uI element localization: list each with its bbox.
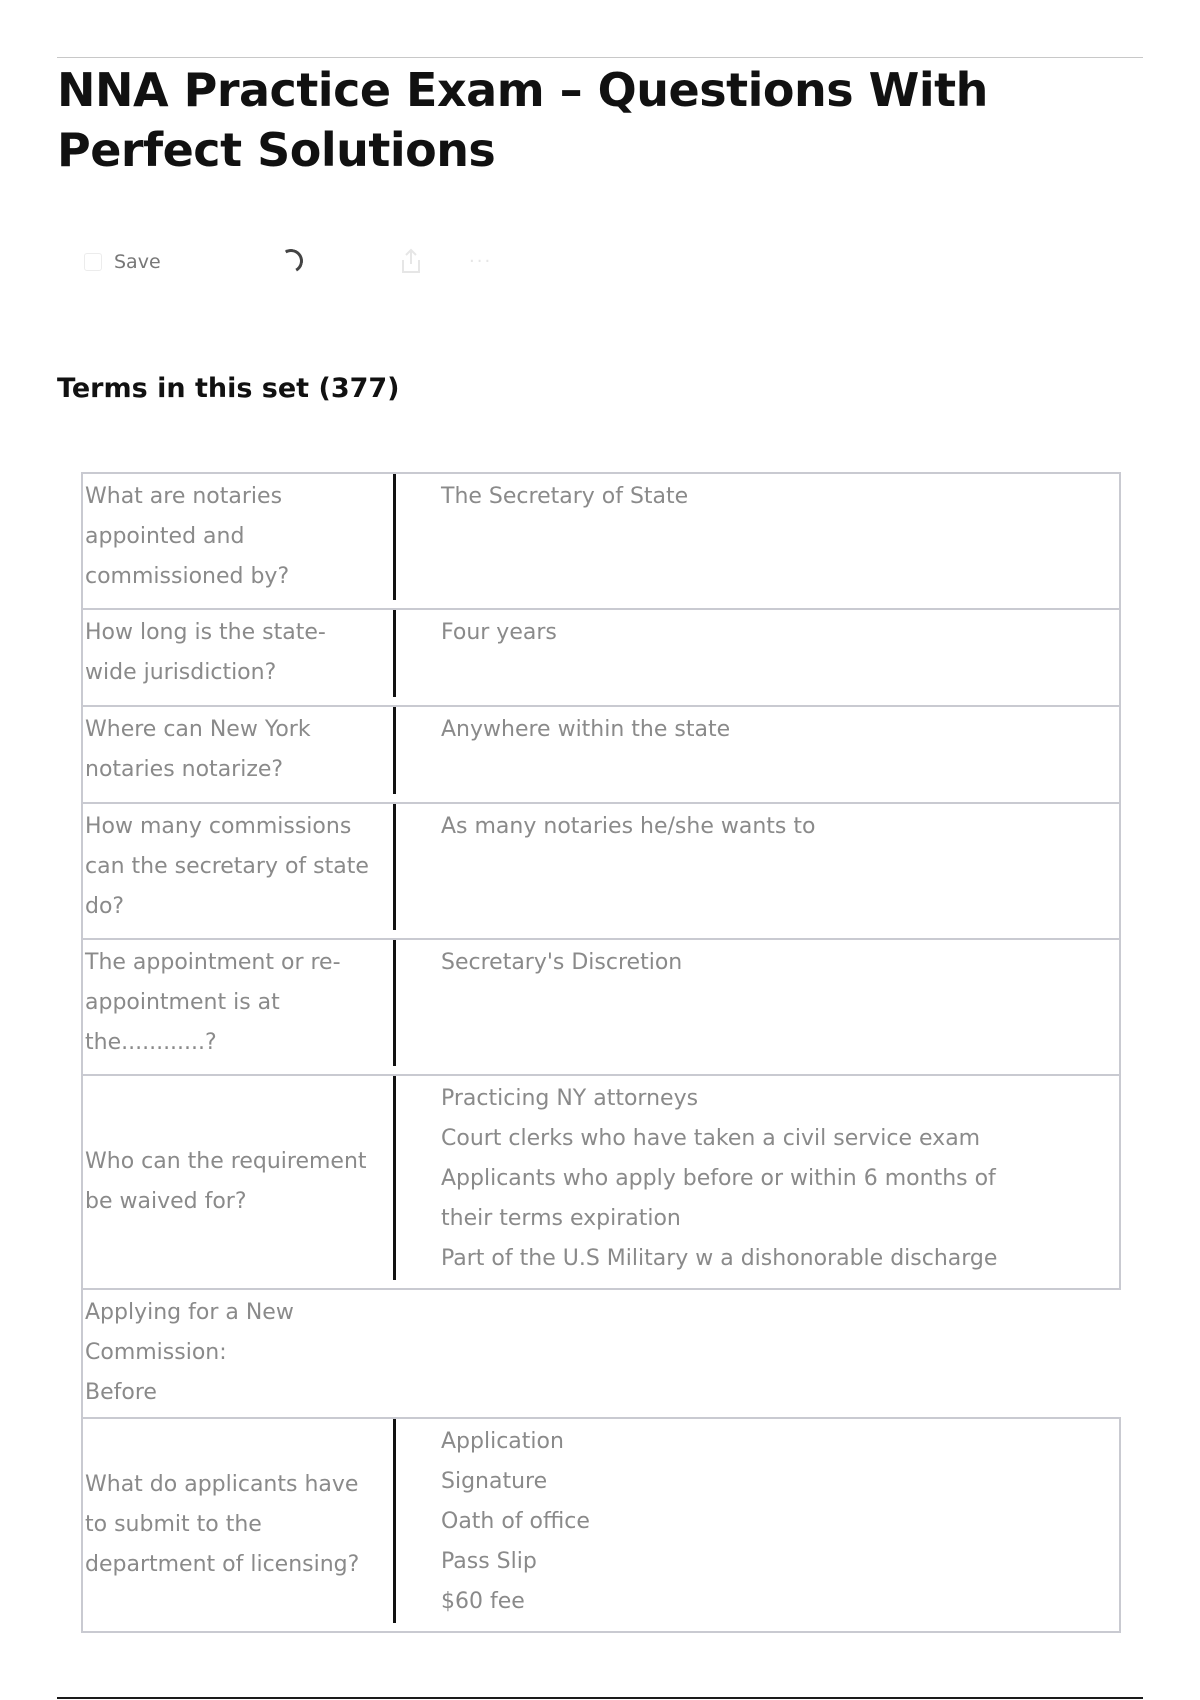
term-row: [82, 609, 1120, 706]
term-text: the............?: [85, 1030, 217, 1055]
term-text: What do applicants have: [85, 1471, 359, 1497]
term-text: do?: [85, 894, 125, 919]
term-row: [82, 803, 1120, 939]
definition-cell: [393, 1075, 1120, 1289]
definition-cell: [393, 609, 1120, 706]
definition-text: Anywhere within the state: [441, 717, 731, 742]
term-text: Commission:: [85, 1340, 227, 1365]
term-row: [82, 1418, 1120, 1632]
term-text: What are notaries: [85, 484, 283, 509]
bottom-divider: [57, 1697, 1143, 1699]
definition-text: Part of the U.S Military w a dishonorable discharge: [441, 1246, 998, 1271]
definition-text: As many notaries he/she wants to: [441, 814, 816, 839]
definition-text: Signature: [441, 1469, 548, 1494]
term-text: The appointment or re-: [85, 950, 341, 975]
definition-text: Court clerks who have taken a civil service exam: [441, 1126, 981, 1151]
term-row: [82, 706, 1120, 803]
definition-text: Pass Slip: [441, 1549, 537, 1574]
term-cell: [82, 803, 393, 939]
term-text: department of licensing?: [85, 1551, 360, 1577]
term-cell: [82, 1289, 1120, 1418]
definition-cell: [393, 706, 1120, 803]
term-text: Where can New York: [85, 717, 311, 742]
term-text: Who can the requirement: [85, 1148, 367, 1174]
term-text: notaries notarize?: [85, 757, 284, 782]
term-text: commissioned by?: [85, 564, 290, 589]
term-cell: [82, 609, 393, 706]
page-title: NNA Practice Exam – Questions With Perfect Solutions: [57, 63, 988, 177]
term-text: appointment is at: [85, 990, 280, 1015]
term-cell: [82, 939, 393, 1075]
definition-text: Applicants who apply before or within 6 months of: [441, 1166, 996, 1191]
definition-text: $60 fee: [441, 1589, 525, 1614]
top-divider: [57, 57, 1143, 58]
definition-text: Application: [441, 1429, 564, 1454]
term-row: [82, 939, 1120, 1075]
terms-set-heading: Terms in this set (377): [57, 373, 400, 404]
term-row: [82, 1075, 1120, 1289]
definition-cell: [393, 473, 1120, 609]
terms-table: [81, 472, 1121, 1633]
definition-text: The Secretary of State: [441, 484, 689, 509]
term-text: can the secretary of state: [85, 854, 369, 879]
term-text: How long is the state-: [85, 620, 326, 645]
term-text: appointed and: [85, 524, 245, 549]
definition-text: Practicing NY attorneys: [441, 1086, 699, 1111]
definition-cell: [393, 939, 1120, 1075]
term-text: Applying for a New: [85, 1300, 294, 1325]
save-button[interactable]: [84, 251, 161, 273]
definition-text: Oath of office: [441, 1509, 590, 1534]
term-cell: [82, 1075, 393, 1289]
definition-cell: [393, 1418, 1120, 1632]
definition-text: Four years: [441, 620, 557, 645]
term-text: How many commissions: [85, 814, 352, 839]
term-cell: [82, 473, 393, 609]
term-row: [82, 473, 1120, 609]
term-text: be waived for?: [85, 1188, 247, 1214]
save-checkbox-icon: [84, 253, 102, 271]
definition-text: Secretary's Discretion: [441, 950, 683, 975]
term-row: [82, 1289, 1120, 1418]
loading-spinner-icon: [276, 246, 305, 275]
term-cell: [82, 1418, 393, 1632]
term-text: to submit to the: [85, 1511, 262, 1537]
share-icon[interactable]: [397, 247, 425, 275]
definition-cell: [393, 803, 1120, 939]
more-options-icon[interactable]: ···: [469, 251, 493, 272]
term-cell: [82, 706, 393, 803]
term-text: Before: [85, 1380, 157, 1405]
save-label: Save: [114, 251, 161, 273]
term-text: wide jurisdiction?: [85, 660, 277, 685]
definition-text: their terms expiration: [441, 1206, 681, 1231]
